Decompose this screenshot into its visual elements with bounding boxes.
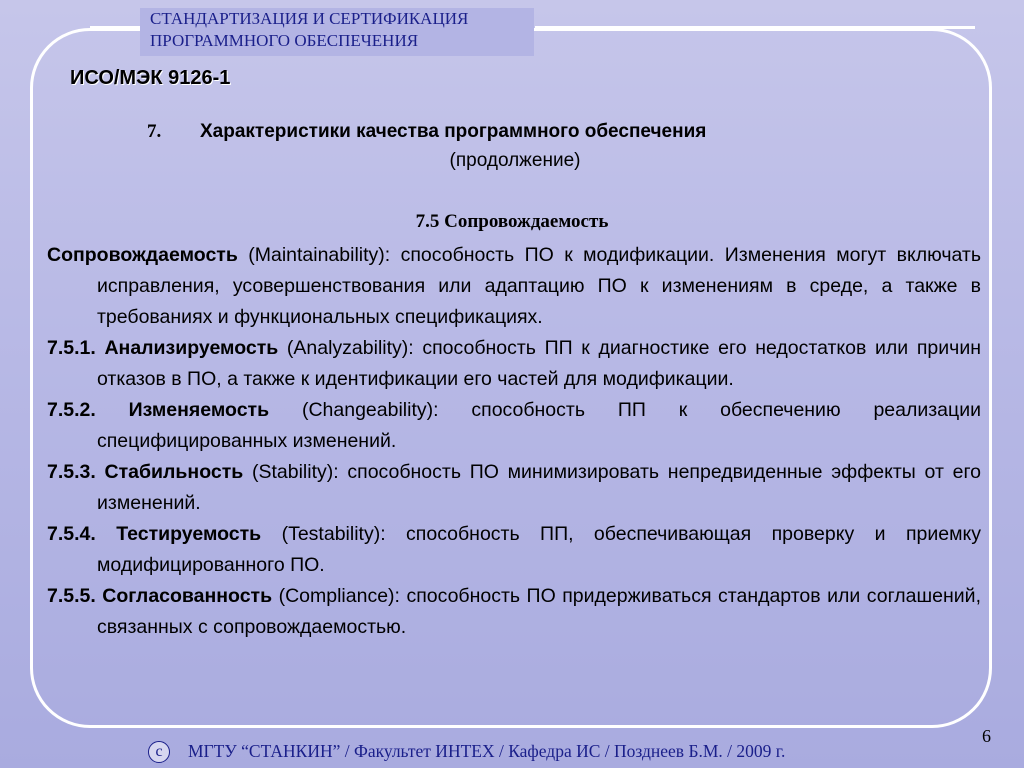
- header-rule-right: [535, 26, 975, 29]
- definition-text: (Compliance): способность ПО придерживаться стандартов или соглашений, связанных с сопровождаемостью.: [97, 585, 981, 638]
- page-number: 6: [982, 726, 991, 746]
- section-title: Характеристики качества программного обеспечения: [200, 121, 707, 142]
- definition-term: Тестируемость: [116, 523, 262, 545]
- definition-prefix: 7.5.4.: [47, 523, 117, 545]
- definition-term: Согласованность: [102, 585, 273, 607]
- definition-prefix: 7.5.2.: [47, 399, 129, 421]
- definition-paragraph: [47, 333, 981, 395]
- section-subtitle: (продолжение): [449, 150, 581, 171]
- definition-term: Изменяемость: [128, 399, 270, 421]
- header-title-line1: СТАНДАРТИЗАЦИЯ И СЕРТИФИКАЦИЯ: [150, 9, 469, 28]
- section-number: 7.: [147, 121, 162, 142]
- definition-text: (Testability): способность ПП, обеспечивающая проверку и приемку модифицированного ПО.: [97, 523, 981, 576]
- definition-paragraph: [47, 395, 981, 457]
- footer-text: МГТУ “СТАНКИН” / Факультет ИНТЕХ / Кафедра ИС / Позднеев Б.М. / 2009 г.: [188, 741, 786, 761]
- standard-label: ИСО/МЭК 9126-1: [70, 67, 231, 89]
- definition-text: (Analyzability): способность ПП к диагностике его недостатков или причин отказов в ПО, а также к идентификации его частей для модификации.: [97, 337, 981, 390]
- subsection-heading: 7.5 Сопровождаемость: [415, 211, 609, 232]
- copyright-icon: c: [148, 741, 170, 763]
- definition-term: Стабильность: [104, 461, 244, 483]
- definition-paragraph: [47, 240, 981, 333]
- definition-prefix: 7.5.5.: [47, 585, 103, 607]
- definition-term: Анализируемость: [104, 337, 279, 359]
- header-rule-left: [90, 26, 140, 29]
- definition-text: (Stability): способность ПО минимизировать непредвиденные эффекты от его изменений.: [97, 461, 981, 514]
- definition-paragraph: [47, 581, 981, 643]
- definition-prefix: 7.5.1.: [47, 337, 105, 359]
- footer: [148, 740, 888, 766]
- definition-paragraph: [47, 519, 981, 581]
- definition-paragraph: [47, 457, 981, 519]
- header-title-line2: ПРОГРАММНОГО ОБЕСПЕЧЕНИЯ: [150, 31, 419, 50]
- definitions-list: [47, 240, 981, 643]
- definition-prefix: 7.5.3.: [47, 461, 105, 483]
- definition-term: Сопровождаемость: [47, 244, 238, 266]
- header-title: [150, 8, 530, 52]
- definition-text: (Maintainability): способность ПО к модификации. Изменения могут включать исправления, усовершенствования или адаптацию ПО к изменениям в среде, а также в требованиях и функциональных спецификациях.: [97, 244, 981, 328]
- definition-text: (Changeability): способность ПП к обеспечению реализации специфицированных изменений.: [97, 399, 981, 452]
